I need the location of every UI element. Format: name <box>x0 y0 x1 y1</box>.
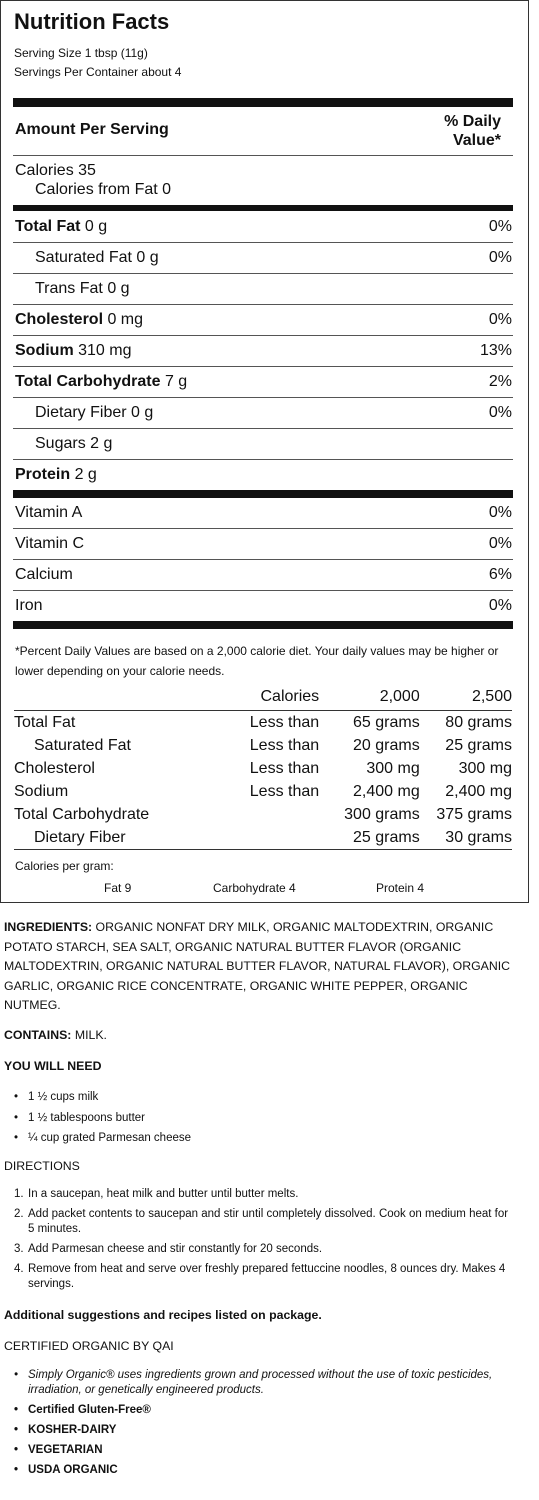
daily-value-header: % Daily Value* <box>444 113 501 149</box>
table-row: Total Fat Less than 65 grams 80 grams <box>14 711 512 735</box>
directions-list <box>12 1187 517 1297</box>
list-item: • 1 ½ cups milk <box>12 1087 191 1108</box>
ingredients-label: INGREDIENTS: <box>4 920 93 934</box>
nutrient-pct: 0% <box>488 218 512 235</box>
list-item: 1. In a saucepan, heat milk and butter until butter melts. <box>14 1188 299 1200</box>
thick-divider <box>13 98 513 107</box>
divider <box>13 528 513 529</box>
servings-per-container: Servings Per Container about 4 <box>14 65 182 79</box>
nutrient-pct: 0% <box>488 249 512 266</box>
divider <box>13 242 513 243</box>
nutrient-pct: 0% <box>488 404 512 421</box>
divider <box>13 335 513 336</box>
calories-from-fat: Calories from Fat 0 <box>35 181 172 198</box>
nutrient-pct: 0% <box>488 311 512 328</box>
thick-divider <box>13 490 513 498</box>
table-row: Saturated Fat Less than 20 grams 25 grams <box>34 736 512 754</box>
you-will-need-list <box>12 1087 191 1149</box>
table-row: Cholesterol Less than 300 mg 300 mg <box>14 759 512 777</box>
list-item: • Certified Gluten-Free® <box>12 1403 517 1418</box>
calories: Calories 35 <box>15 162 96 179</box>
daily-value-footnote: *Percent Daily Values are based on a 2,000 calorie diet. Your daily values may be higher or lower depending on your calorie needs. <box>15 644 499 678</box>
divider <box>13 590 513 591</box>
claims-list <box>12 1368 517 1483</box>
additional-suggestions: Additional suggestions and recipes listed on package. <box>4 1308 322 1322</box>
cpg-fat: Fat 9 <box>104 881 132 895</box>
divider <box>13 155 513 156</box>
nutrition-facts-label: Nutrition Facts Serving Size 1 tbsp (11g) Servings Per Container about 4 Amount Per Serving % Daily Value* Calories 35 Calories from Fat 0 Total Fat 0 g 0% Saturated Fat 0 g 0% Trans Fat 0 g Cholesterol 0 mg 0% Sodium 310 mg 13% Total Carbohydrate 7 g 2% Dietary Fiber 0 g 0% Sugars 2 g Protein 2 g Vitamin A 0% Vitamin C 0% Calcium 6% Iron 0% *Percent Daily Values are based on a 2,000 calorie diet. Your daily values may be higher or lower depending on your calorie needs. Calories 2,000 2,500 Total Fat Less than 65 grams 80 grams Saturated Fat Less than 20 grams 25 grams Cholesterol Less than 300 mg 300 mg Sodium Less than 2,400 mg 2,400 mg Total Carbohydrate 300 grams 375 grams Dietary Fiber 25 grams 30 grams Calories per gram: Fat 9 Carbohydrate 4 Protein 4 <box>0 0 529 903</box>
label-title: Nutrition Facts <box>14 9 170 34</box>
ingredients-text: ORGANIC NONFAT DRY MILK, ORGANIC MALTODEXTRIN, ORGANIC POTATO STARCH, SEA SALT, ORGANIC NATURAL BUTTER FLAVOR (ORGANIC MALTODEXTRIN, ORGANIC NATURAL BUTTER FLAVOR, NATURAL FLAVOR), ORGANIC GARLIC, ORGANIC RICE CONCENTRATE, ORGANIC WHITE PEPPER, ORGANIC NUTMEG. <box>4 920 511 1012</box>
serving-size: Serving Size 1 tbsp (11g) <box>14 46 148 60</box>
list-item: • 1 ½ tablespoons butter <box>12 1108 191 1129</box>
list-item: 2. Add packet contents to saucepan and stir until completely dissolved. Cook on medium heat for 5 minutes. <box>14 1208 509 1235</box>
medium-divider <box>13 205 513 211</box>
calories-per-gram-label: Calories per gram: <box>15 859 114 873</box>
list-item: 4. Remove from heat and serve over freshly prepared fettuccine noodles, 8 ounces dry. Makes 4 servings. <box>14 1263 506 1290</box>
list-item: • Simply Organic® uses ingredients grown and processed without the use of toxic pesticides, irradiation, or genetically engineered products. <box>12 1368 517 1398</box>
thick-divider <box>13 621 513 629</box>
nutrient-pct: 13% <box>479 342 512 359</box>
divider <box>13 366 513 367</box>
directions-heading: DIRECTIONS <box>4 1159 80 1173</box>
divider <box>13 559 513 560</box>
divider <box>13 304 513 305</box>
amount-per-serving: Amount Per Serving <box>15 121 169 138</box>
certified-organic: CERTIFIED ORGANIC BY QAI <box>4 1339 174 1353</box>
table-header-row: Calories 2,000 2,500 <box>260 687 512 705</box>
list-item: • VEGETARIAN <box>12 1443 517 1458</box>
list-item: • KOSHER-DAIRY <box>12 1423 517 1438</box>
cpg-protein: Protein 4 <box>376 881 425 895</box>
contains: CONTAINS: MILK. <box>4 1028 107 1042</box>
you-will-need-heading: YOU WILL NEED <box>4 1059 102 1073</box>
cpg-carbohydrate: Carbohydrate 4 <box>213 881 296 895</box>
ingredients <box>4 918 524 1016</box>
divider <box>13 459 513 460</box>
divider <box>13 273 513 274</box>
daily-value-reference-table <box>14 685 512 850</box>
nutrient-pct: 2% <box>488 373 512 390</box>
table-row: Total Carbohydrate 300 grams 375 grams <box>14 805 512 823</box>
list-item: • USDA ORGANIC <box>12 1463 517 1478</box>
divider <box>13 397 513 398</box>
list-item: 3. Add Parmesan cheese and stir constantly for 20 seconds. <box>14 1243 323 1255</box>
list-item: • ¼ cup grated Parmesan cheese <box>12 1128 191 1149</box>
table-row: Dietary Fiber 25 grams 30 grams <box>14 826 512 850</box>
divider <box>13 428 513 429</box>
table-row: Sodium Less than 2,400 mg 2,400 mg <box>14 782 512 800</box>
